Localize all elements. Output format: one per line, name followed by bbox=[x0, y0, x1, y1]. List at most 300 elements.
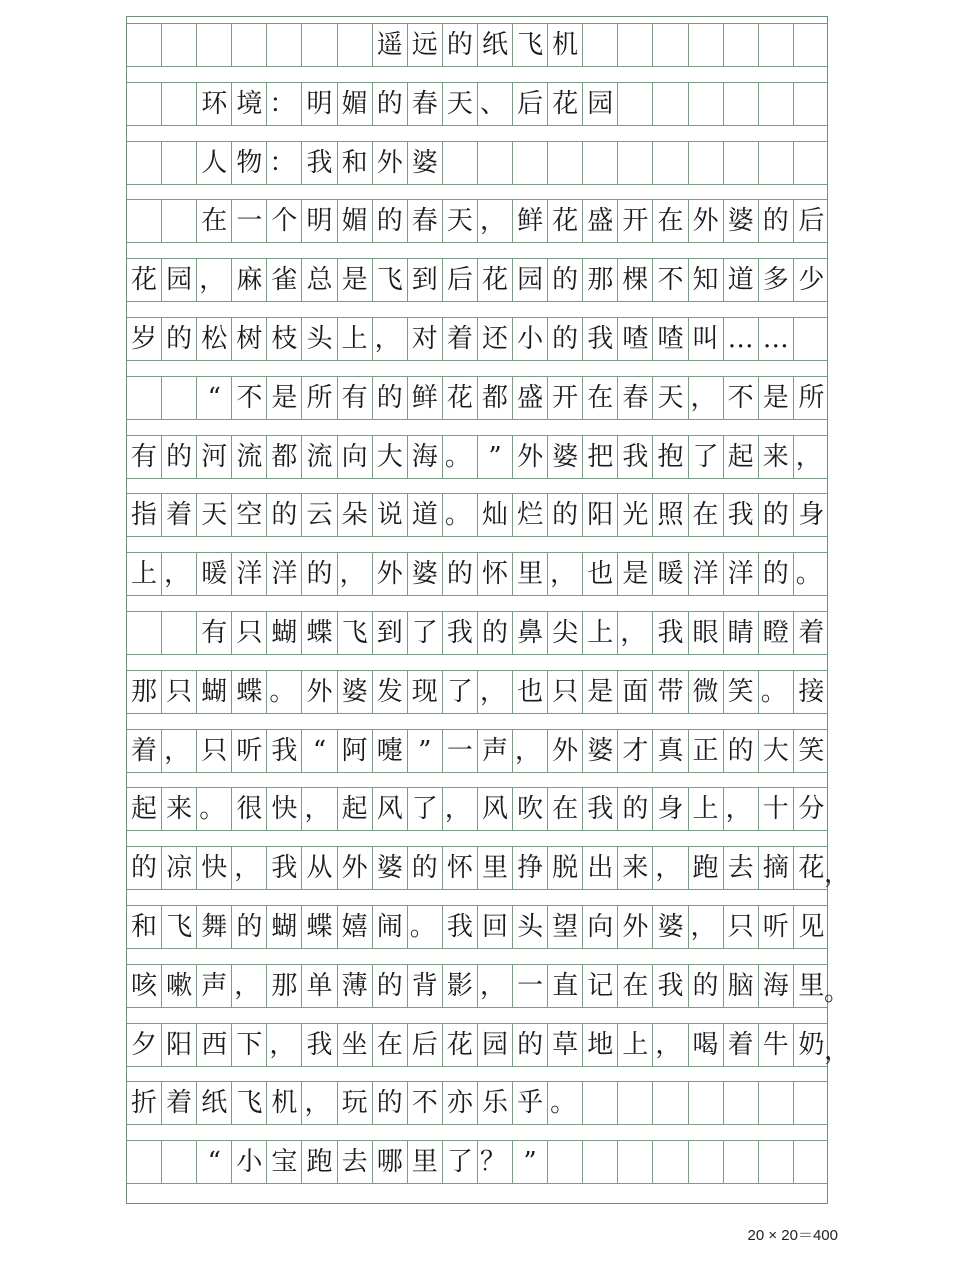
grid-cell: 树 bbox=[232, 318, 267, 360]
grid-cell: ， bbox=[232, 847, 267, 889]
grid-row bbox=[127, 787, 827, 831]
grid-cell bbox=[653, 1082, 688, 1124]
grid-cell: 摘 bbox=[759, 847, 794, 889]
grid-cell: 和 bbox=[127, 906, 162, 948]
grid-cell: 西 bbox=[197, 1024, 232, 1066]
grid-cell: 怀 bbox=[443, 847, 478, 889]
grid-cell: 盛 bbox=[513, 377, 548, 419]
grid-cell bbox=[478, 142, 513, 184]
grid-cell bbox=[618, 24, 653, 66]
grid-cell: 对 bbox=[408, 318, 443, 360]
grid-cell: 着 bbox=[162, 1082, 197, 1124]
grid-cell: ， bbox=[443, 788, 478, 830]
grid-cell: 园 bbox=[162, 259, 197, 301]
grid-cell bbox=[689, 1082, 724, 1124]
margin-punctuation: ， bbox=[824, 859, 851, 890]
grid-cell bbox=[127, 200, 162, 242]
grid-cell: 影 bbox=[443, 965, 478, 1007]
grid-cell: 蝶 bbox=[302, 612, 337, 654]
grid-cell bbox=[197, 24, 232, 66]
grid-cell bbox=[653, 142, 688, 184]
grid-row bbox=[127, 1081, 827, 1125]
grid-cell: 我 bbox=[724, 494, 759, 536]
grid-cell: 麻 bbox=[232, 259, 267, 301]
grid-cell: 春 bbox=[618, 377, 653, 419]
grid-cell: 有 bbox=[197, 612, 232, 654]
grid-cell: ： bbox=[267, 83, 302, 125]
grid-cell: 都 bbox=[267, 436, 302, 478]
grid-cell: … bbox=[724, 318, 759, 360]
grid-cell: 的 bbox=[373, 965, 408, 1007]
grid-cell bbox=[724, 1141, 759, 1183]
grid-cell: 的 bbox=[689, 965, 724, 1007]
grid-cell bbox=[513, 142, 548, 184]
grid-cell: 春 bbox=[408, 83, 443, 125]
grid-cell: 回 bbox=[478, 906, 513, 948]
grid-cell: 飞 bbox=[162, 906, 197, 948]
grid-cell: 外 bbox=[548, 730, 583, 772]
grid-cell: 境 bbox=[232, 83, 267, 125]
grid-cell: 园 bbox=[583, 83, 618, 125]
grid-cell bbox=[162, 612, 197, 654]
grid-cell: ， bbox=[478, 965, 513, 1007]
grid-cell bbox=[724, 24, 759, 66]
grid-cell: 起 bbox=[127, 788, 162, 830]
grid-cell: 婆 bbox=[653, 906, 688, 948]
grid-cell bbox=[583, 1141, 618, 1183]
grid-cell: 了 bbox=[408, 788, 443, 830]
grid-cell: 尖 bbox=[548, 612, 583, 654]
grid-cell: 上 bbox=[618, 1024, 653, 1066]
grid-cell: 婆 bbox=[548, 436, 583, 478]
grid-cell: 的 bbox=[373, 377, 408, 419]
grid-cell: 天 bbox=[653, 377, 688, 419]
grid-cell: ， bbox=[618, 612, 653, 654]
grid-cell: 的 bbox=[232, 906, 267, 948]
grid-cell: 的 bbox=[373, 83, 408, 125]
grid-cell bbox=[267, 24, 302, 66]
grid-cell: 地 bbox=[583, 1024, 618, 1066]
grid-cell: 发 bbox=[373, 671, 408, 713]
grid-cell: 微 bbox=[689, 671, 724, 713]
grid-cell: 了 bbox=[689, 436, 724, 478]
grid-cell: 道 bbox=[724, 259, 759, 301]
grid-cell: 婆 bbox=[724, 200, 759, 242]
grid-cell: ” bbox=[478, 436, 513, 478]
grid-row bbox=[127, 1023, 827, 1067]
grid-count-label: 20 × 20＝400 bbox=[747, 1227, 838, 1244]
grid-cell: “ bbox=[197, 377, 232, 419]
grid-cell: 见 bbox=[798, 912, 825, 942]
grid-cell: 在 bbox=[653, 200, 688, 242]
grid-cell: 后 bbox=[798, 206, 825, 237]
grid-row bbox=[127, 1140, 827, 1184]
grid-cell: 才 bbox=[618, 730, 653, 772]
grid-row bbox=[127, 199, 827, 243]
grid-cell bbox=[653, 83, 688, 125]
grid-cell: 风 bbox=[373, 788, 408, 830]
grid-cell: 媚 bbox=[338, 200, 373, 242]
grid-cell: 我 bbox=[583, 788, 618, 830]
grid-cell bbox=[583, 142, 618, 184]
grid-cell: ： bbox=[267, 142, 302, 184]
grid-cell: 天 bbox=[443, 83, 478, 125]
grid-cell bbox=[618, 83, 653, 125]
grid-cell: 那 bbox=[267, 965, 302, 1007]
grid-cell: 外 bbox=[302, 671, 337, 713]
grid-cell: 坐 bbox=[338, 1024, 373, 1066]
grid-cell: 我 bbox=[302, 142, 337, 184]
grid-cell: 瞪 bbox=[759, 612, 794, 654]
grid-cell: 草 bbox=[548, 1024, 583, 1066]
grid-cell: 笑 bbox=[798, 735, 825, 766]
grid-cell: 听 bbox=[759, 906, 794, 948]
grid-cell bbox=[127, 377, 162, 419]
grid-cell: 着 bbox=[798, 618, 825, 648]
grid-cell: 了 bbox=[408, 612, 443, 654]
grid-cell: 的 bbox=[548, 318, 583, 360]
grid-cell: 头 bbox=[513, 906, 548, 948]
grid-cell: 松 bbox=[197, 318, 232, 360]
grid-cell: 快 bbox=[197, 847, 232, 889]
grid-cell: ， bbox=[302, 1082, 337, 1124]
grid-cell: 着 bbox=[127, 730, 162, 772]
grid-cell: 我 bbox=[653, 965, 688, 1007]
grid-cell: 跑 bbox=[689, 847, 724, 889]
grid-cell: 里 bbox=[478, 847, 513, 889]
grid-cell: 花 bbox=[548, 83, 583, 125]
grid-cell: ？ bbox=[478, 1141, 513, 1183]
grid-cell: 有 bbox=[127, 436, 162, 478]
grid-cell: 飞 bbox=[232, 1082, 267, 1124]
grid-cell: 照 bbox=[653, 494, 688, 536]
grid-cell: 灿 bbox=[478, 494, 513, 536]
grid-cell bbox=[548, 142, 583, 184]
grid-cell bbox=[162, 142, 197, 184]
grid-cell bbox=[724, 83, 759, 125]
grid-cell: 了 bbox=[443, 671, 478, 713]
grid-cell: 乐 bbox=[478, 1082, 513, 1124]
grid-cell: 知 bbox=[689, 259, 724, 301]
grid-cell: 声 bbox=[197, 965, 232, 1007]
grid-cell: 脱 bbox=[548, 847, 583, 889]
grid-cell: 飞 bbox=[513, 24, 548, 66]
grid-cell: 抱 bbox=[653, 436, 688, 478]
grid-cell bbox=[794, 1082, 829, 1124]
grid-cell: 的 bbox=[302, 553, 337, 595]
grid-cell: 嬉 bbox=[338, 906, 373, 948]
grid-cell: 面 bbox=[618, 671, 653, 713]
grid-cell: 不 bbox=[653, 259, 688, 301]
grid-cell: 宝 bbox=[267, 1141, 302, 1183]
grid-cell: 睛 bbox=[724, 612, 759, 654]
grid-cell: 的 bbox=[759, 494, 794, 536]
grid-cell: 脑 bbox=[724, 965, 759, 1007]
grid-cell: 不 bbox=[724, 377, 759, 419]
grid-cell: 物 bbox=[232, 142, 267, 184]
grid-cell: 我 bbox=[267, 847, 302, 889]
grid-cell: 所 bbox=[302, 377, 337, 419]
grid-cell: 现 bbox=[408, 671, 443, 713]
grid-cell: ， bbox=[338, 553, 373, 595]
grid-cell: … bbox=[759, 318, 794, 360]
grid-cell bbox=[724, 1082, 759, 1124]
grid-cell: 的 bbox=[548, 259, 583, 301]
grid-cell: 婆 bbox=[338, 671, 373, 713]
grid-cell: 道 bbox=[408, 494, 443, 536]
grid-cell: 明 bbox=[302, 83, 337, 125]
grid-cell: 只 bbox=[197, 730, 232, 772]
grid-cell: 朵 bbox=[338, 494, 373, 536]
grid-cell: 花 bbox=[478, 259, 513, 301]
grid-cell: 大 bbox=[759, 730, 794, 772]
grid-cell: 着 bbox=[724, 1024, 759, 1066]
grid-cell: 的 bbox=[373, 1082, 408, 1124]
grid-cell: 纸 bbox=[478, 24, 513, 66]
grid-cell: 也 bbox=[513, 671, 548, 713]
grid-cell: 是 bbox=[583, 671, 618, 713]
grid-cell: 跑 bbox=[302, 1141, 337, 1183]
grid-cell: 阳 bbox=[162, 1024, 197, 1066]
grid-cell: 我 bbox=[302, 1024, 337, 1066]
grid-cell: 快 bbox=[267, 788, 302, 830]
grid-cell bbox=[759, 1082, 794, 1124]
grid-cell: 外 bbox=[373, 553, 408, 595]
grid-cell: 是 bbox=[618, 553, 653, 595]
grid-cell: 挣 bbox=[513, 847, 548, 889]
grid-cell: 叫 bbox=[689, 318, 724, 360]
grid-cell: 记 bbox=[583, 965, 618, 1007]
grid-row bbox=[127, 729, 827, 773]
grid-cell: 上 bbox=[127, 553, 162, 595]
grid-cell: 暖 bbox=[197, 553, 232, 595]
margin-punctuation: 。 bbox=[824, 976, 851, 1007]
grid-cell: “ bbox=[302, 730, 337, 772]
grid-cell: 哪 bbox=[373, 1141, 408, 1183]
grid-cell: 海 bbox=[759, 965, 794, 1007]
grid-cell: 的 bbox=[162, 436, 197, 478]
grid-row bbox=[127, 317, 827, 361]
grid-cell: 鲜 bbox=[408, 377, 443, 419]
grid-cell: 直 bbox=[548, 965, 583, 1007]
grid-cell: 舞 bbox=[197, 906, 232, 948]
grid-cell: 多 bbox=[759, 259, 794, 301]
grid-cell: 暖 bbox=[653, 553, 688, 595]
grid-cell bbox=[653, 24, 688, 66]
grid-cell: 岁 bbox=[127, 318, 162, 360]
grid-cell: 去 bbox=[338, 1141, 373, 1183]
grid-cell: 单 bbox=[302, 965, 337, 1007]
grid-cell: ， bbox=[302, 788, 337, 830]
grid-cell bbox=[794, 24, 829, 66]
grid-cell: ， bbox=[724, 788, 759, 830]
grid-cell: 云 bbox=[302, 494, 337, 536]
grid-cell: ， bbox=[689, 377, 724, 419]
grid-cell: 外 bbox=[373, 142, 408, 184]
grid-cell: ， bbox=[689, 906, 724, 948]
grid-cell bbox=[162, 24, 197, 66]
grid-cell: 从 bbox=[302, 847, 337, 889]
grid-cell bbox=[689, 24, 724, 66]
grid-cell: 来 bbox=[618, 847, 653, 889]
grid-cell: 那 bbox=[583, 259, 618, 301]
grid-cell: 只 bbox=[162, 671, 197, 713]
grid-cell: 咳 bbox=[127, 965, 162, 1007]
grid-cell: 也 bbox=[583, 553, 618, 595]
grid-cell: 总 bbox=[302, 259, 337, 301]
grid-cell: 眼 bbox=[689, 612, 724, 654]
grid-cell bbox=[618, 1082, 653, 1124]
grid-cell: 我 bbox=[653, 612, 688, 654]
grid-cell: 。 bbox=[759, 671, 794, 713]
grid-cell: 。 bbox=[408, 906, 443, 948]
grid-cell: 到 bbox=[373, 612, 408, 654]
grid-cell: 在 bbox=[197, 200, 232, 242]
grid-cell: 背 bbox=[408, 965, 443, 1007]
grid-row bbox=[127, 964, 827, 1008]
grid-cell: 鼻 bbox=[513, 612, 548, 654]
grid-cell bbox=[127, 142, 162, 184]
title-row bbox=[127, 23, 827, 67]
grid-cell bbox=[794, 1141, 829, 1183]
grid-cell: “ bbox=[197, 1141, 232, 1183]
grid-cell: 里 bbox=[513, 553, 548, 595]
grid-cell: 奶 bbox=[798, 1029, 825, 1060]
grid-row bbox=[127, 82, 827, 126]
grid-cell: 嗽 bbox=[162, 965, 197, 1007]
grid-cell: 很 bbox=[232, 788, 267, 830]
grid-cell: 是 bbox=[267, 377, 302, 419]
grid-cell: 海 bbox=[408, 436, 443, 478]
grid-cell: 上 bbox=[583, 612, 618, 654]
grid-cell: 听 bbox=[232, 730, 267, 772]
grid-cell: 向 bbox=[583, 906, 618, 948]
grid-cell bbox=[794, 83, 829, 125]
grid-cell: 到 bbox=[408, 259, 443, 301]
grid-cell: 光 bbox=[618, 494, 653, 536]
grid-cell: 蝶 bbox=[232, 671, 267, 713]
grid-cell: 薄 bbox=[338, 965, 373, 1007]
grid-cell: 一 bbox=[443, 730, 478, 772]
grid-cell: 所 bbox=[798, 382, 825, 413]
grid-cell: 是 bbox=[338, 259, 373, 301]
grid-cell: ， bbox=[232, 965, 267, 1007]
grid-cell bbox=[689, 1141, 724, 1183]
grid-cell: 枝 bbox=[267, 318, 302, 360]
grid-row bbox=[127, 905, 827, 949]
grid-cell: 那 bbox=[127, 671, 162, 713]
grid-cell: 河 bbox=[197, 436, 232, 478]
grid-cell: 后 bbox=[408, 1024, 443, 1066]
grid-cell: 怀 bbox=[478, 553, 513, 595]
grid-cell: 身 bbox=[798, 500, 825, 531]
grid-cell: ” bbox=[408, 730, 443, 772]
grid-cell: 里 bbox=[408, 1141, 443, 1183]
grid-cell: 风 bbox=[478, 788, 513, 830]
grid-cell: 蝴 bbox=[267, 612, 302, 654]
grid-cell: 鲜 bbox=[513, 200, 548, 242]
grid-cell bbox=[689, 142, 724, 184]
grid-cell: 了 bbox=[443, 1141, 478, 1183]
grid-cell: 空 bbox=[232, 494, 267, 536]
grid-cell: 喳 bbox=[618, 318, 653, 360]
grid-cell: ， bbox=[653, 847, 688, 889]
grid-cell: 流 bbox=[302, 436, 337, 478]
grid-cell: 着 bbox=[162, 494, 197, 536]
grid-cell: ， bbox=[162, 730, 197, 772]
grid-cell: 吹 bbox=[513, 788, 548, 830]
grid-cell bbox=[162, 83, 197, 125]
grid-cell: 只 bbox=[232, 612, 267, 654]
grid-cell: 洋 bbox=[232, 553, 267, 595]
grid-cell: 洋 bbox=[267, 553, 302, 595]
grid-cell: 我 bbox=[583, 318, 618, 360]
grid-cell: 。 bbox=[197, 788, 232, 830]
grid-cell: 都 bbox=[478, 377, 513, 419]
grid-cell: 春 bbox=[408, 200, 443, 242]
grid-cell: 盛 bbox=[583, 200, 618, 242]
grid-cell: 亦 bbox=[443, 1082, 478, 1124]
grid-cell bbox=[127, 83, 162, 125]
grid-cell bbox=[127, 1141, 162, 1183]
grid-cell: 声 bbox=[478, 730, 513, 772]
grid-cell: 婆 bbox=[583, 730, 618, 772]
grid-cell bbox=[583, 1082, 618, 1124]
grid-cell: 外 bbox=[618, 906, 653, 948]
grid-cell bbox=[759, 1141, 794, 1183]
grid-cell: 园 bbox=[478, 1024, 513, 1066]
grid-cell: 只 bbox=[724, 906, 759, 948]
grid-cell: 里 bbox=[798, 970, 825, 1001]
grid-cell: 的 bbox=[759, 553, 794, 595]
grid-cell: 头 bbox=[302, 318, 337, 360]
grid-cell: 天 bbox=[443, 200, 478, 242]
grid-cell: 乎 bbox=[513, 1082, 548, 1124]
grid-cell bbox=[759, 24, 794, 66]
grid-cell: 只 bbox=[548, 671, 583, 713]
grid-cell bbox=[583, 24, 618, 66]
grid-cell: 分 bbox=[798, 794, 825, 825]
grid-cell: 开 bbox=[548, 377, 583, 419]
grid-cell: 小 bbox=[232, 1141, 267, 1183]
grid-cell bbox=[162, 377, 197, 419]
grid-cell: 喳 bbox=[653, 318, 688, 360]
grid-cell: 的 bbox=[548, 494, 583, 536]
grid-cell: 来 bbox=[759, 436, 794, 478]
grid-cell: 飞 bbox=[373, 259, 408, 301]
grid-cell: 环 bbox=[197, 83, 232, 125]
grid-cell: 凉 bbox=[162, 847, 197, 889]
grid-cell: 花 bbox=[548, 200, 583, 242]
grid-cell: ， bbox=[162, 553, 197, 595]
grid-cell: 出 bbox=[583, 847, 618, 889]
grid-cell: 去 bbox=[724, 847, 759, 889]
grid-cell: 一 bbox=[513, 965, 548, 1007]
grid-cell: 折 bbox=[127, 1082, 162, 1124]
grid-cell: 玩 bbox=[338, 1082, 373, 1124]
grid-cell bbox=[232, 24, 267, 66]
grid-cell: 上 bbox=[338, 318, 373, 360]
grid-cell: 着 bbox=[443, 318, 478, 360]
grid-cell: 的 bbox=[443, 24, 478, 66]
grid-cell bbox=[302, 24, 337, 66]
grid-cell: 我 bbox=[443, 612, 478, 654]
grid-cell: 在 bbox=[618, 965, 653, 1007]
grid-cell: 远 bbox=[408, 24, 443, 66]
grid-cell: 指 bbox=[127, 494, 162, 536]
grid-cell bbox=[759, 83, 794, 125]
grid-cell: 花 bbox=[798, 853, 825, 884]
